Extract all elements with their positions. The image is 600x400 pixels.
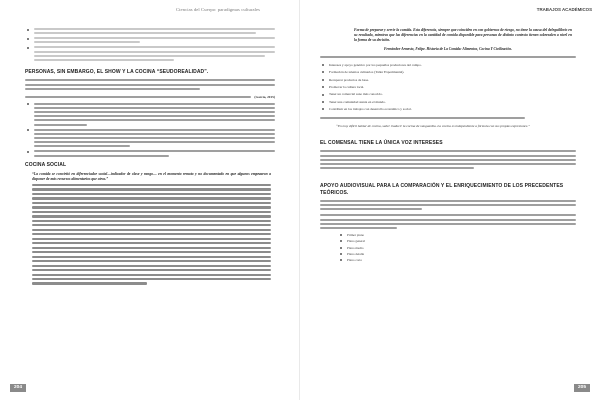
bullet-icon: [340, 240, 342, 242]
right-page-content: [320, 28, 576, 264]
bullet-icon: [27, 47, 29, 49]
bullet-icon: [27, 103, 29, 105]
paragraph: [320, 56, 576, 58]
bullet-icon: [322, 79, 324, 81]
quote-continuation: [32, 184, 271, 285]
list-item: Plano corto: [338, 258, 576, 262]
bullet-icon: [340, 234, 342, 236]
list-item: Promover la cultura local.: [320, 85, 576, 89]
shots-bullet-list: [338, 233, 576, 262]
quote-top: Forma de preparar y servir la comida. Esta diferencia, siempre que coinciden en con gobiernos de riesgo, no tiene la causa del deleguilibrio en su resultado, mientras que las diferencias en la cantidad de comida disponible para personas de distinto contexto tienen sobresalen a nivel en la forma de su decisión.: [354, 28, 572, 42]
block-quote: [25, 172, 275, 285]
list-item: Formación de talentos culinarios (Taller Experimental).: [320, 70, 576, 74]
paragraph: [320, 200, 576, 210]
list-item: [25, 129, 275, 148]
paragraph: [25, 79, 275, 89]
list-item: Primer plano: [338, 233, 576, 237]
bullet-icon: [322, 71, 324, 73]
running-header-left: Ciencias del Cuerpo: paradigmas culturales: [176, 7, 261, 12]
list-item: Contribuir en los trabajos con desarrollo económico y social.: [320, 107, 576, 111]
small-quote: “En muy difícil hablar de cocina, saber traducir la cocina de vanguardia. La cocina es independiente a fórmula con sus propias expresiones.”: [336, 123, 530, 128]
bullet-icon: [27, 38, 29, 40]
section-heading-cocina-social: COCINA SOCIAL: [25, 161, 67, 168]
paragraph: [320, 117, 576, 119]
bullet-icon: [322, 94, 324, 96]
page-number-right: 205: [574, 384, 590, 392]
right-page: [300, 0, 600, 400]
block-quote: [320, 28, 576, 43]
bullet-icon: [322, 64, 324, 66]
page-number-left: 204: [10, 384, 26, 392]
bullet-icon: [27, 29, 29, 31]
inline-citation: (García, 2015): [254, 94, 275, 99]
bullet-icon: [322, 86, 324, 88]
quote-opening: “La comida se convirtió en diferenciador social—indicador de clase y rango— en el momento remoto y no documentado en que algunos empezaron a disponer de más recursos alimentarios que otros.”: [32, 172, 271, 181]
show-bullet-list: [25, 103, 275, 157]
list-item: Recuperar productos de base.: [320, 78, 576, 82]
bullet-icon: [322, 108, 324, 110]
list-item: Tener una comunidad atenta en el mundo.: [320, 100, 576, 104]
list-item: [25, 103, 275, 126]
bullet-icon: [340, 259, 342, 261]
list-item: [25, 150, 275, 156]
running-header-right: TRABAJOS ACADÉMICOS: [536, 7, 592, 12]
intro-bullet-list: [25, 28, 275, 61]
list-item: [25, 28, 275, 34]
list-item: Tener un comercial sano más conocido.: [320, 92, 576, 96]
list-item: Plano detalle: [338, 252, 576, 256]
bullet-icon: [340, 253, 342, 255]
paragraph: [320, 214, 576, 229]
bullet-icon: [27, 151, 29, 153]
paragraph-with-cite: [25, 95, 275, 99]
list-item: Intereses y apoyo genérico por los pequeños productores del campo.: [320, 63, 576, 67]
bullet-icon: [27, 129, 29, 131]
list-item: Plano general: [338, 239, 576, 243]
bullet-icon: [322, 101, 324, 103]
section-heading-comensal: EL COMENSAL TIENE LA ÚNICA VOZ INTERESES: [320, 140, 443, 147]
paragraph: [320, 150, 576, 169]
section-heading-show: PERSONAS, SIN EMBARGO, EL SHOW Y LA COCINA “SEUDOREALIDAD”.: [25, 68, 209, 75]
objectives-bullet-list: [320, 63, 576, 112]
left-page-content: [25, 28, 275, 287]
list-item: [25, 37, 275, 43]
section-heading-apoyo-audiovisual: APOYO AUDIOVISUAL PARA LA COMPARACIÓN Y EL ENRIQUECIMIENTO DE LOS PRECEDENTES TEÓRICOS.: [320, 183, 564, 196]
list-item: [25, 46, 275, 61]
quote-attribution: Fernández-Armesto, Felipe. Historia de La Comida: Alimentos, Cocina Y Civilización.: [384, 46, 512, 51]
small-quote-block: [320, 124, 576, 129]
bullet-icon: [340, 247, 342, 249]
list-item: Plano medio: [338, 246, 576, 250]
